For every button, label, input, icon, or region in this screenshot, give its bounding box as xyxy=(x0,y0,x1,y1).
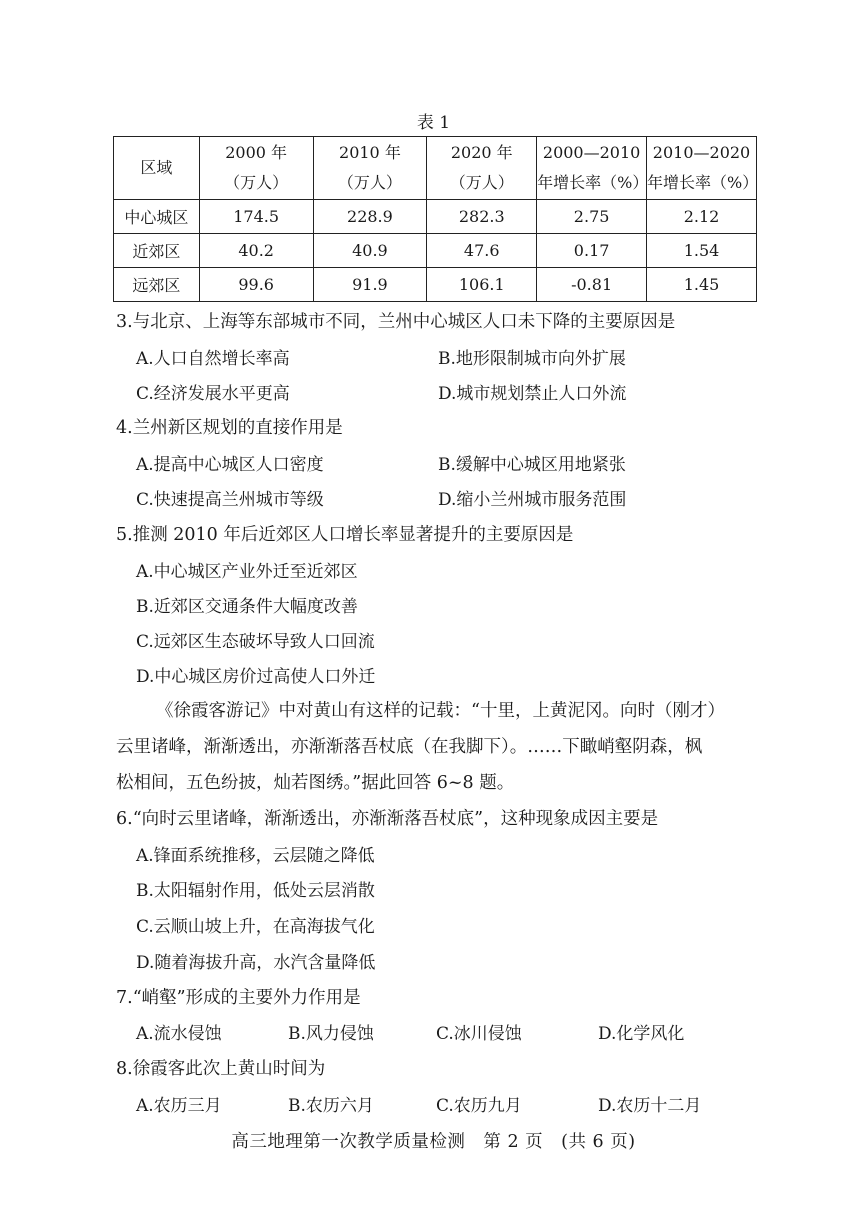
question-4-option-c: C.快速提高兰州城市等级 xyxy=(136,490,324,510)
table-cell: 2.75 xyxy=(537,200,647,234)
table-cell: 中心城区 xyxy=(114,200,200,234)
table-row xyxy=(114,234,757,268)
table-cell: 47.6 xyxy=(427,234,537,268)
header-rate-2000-2010: 2000—2010 年增长率（%） xyxy=(537,137,647,200)
table-cell: 228.9 xyxy=(313,200,427,234)
question-4-option-d: D.缩小兰州城市服务范围 xyxy=(438,490,627,510)
table-row xyxy=(114,200,757,234)
question-6-option-a: A.锋面系统推移，云层随之降低 xyxy=(136,846,375,866)
header-2020: 2020 年 （万人） xyxy=(427,137,537,200)
question-7-stem: 7.“峭壑”形成的主要外力作用是 xyxy=(116,988,361,1008)
question-6-option-d: D.随着海拔升高，水汽含量降低 xyxy=(136,953,376,973)
question-7-option-a: A.流水侵蚀 xyxy=(136,1024,222,1044)
question-3-stem: 3.与北京、上海等东部城市不同，兰州中心城区人口未下降的主要原因是 xyxy=(116,312,676,332)
question-6-option-b: B.太阳辐射作用，低处云层消散 xyxy=(136,881,375,901)
header-rate-2010-2020: 2010—2020 年增长率（%） xyxy=(647,137,757,200)
table-header-row xyxy=(114,137,757,200)
table-cell: 1.54 xyxy=(647,234,757,268)
population-table xyxy=(113,136,757,302)
header-region: 区域 xyxy=(114,137,200,200)
table-cell: 91.9 xyxy=(313,268,427,302)
question-6-stem: 6.“向时云里诸峰，渐渐透出，亦渐渐落吾杖底”，这种现象成因主要是 xyxy=(116,809,659,829)
question-8-option-c: C.农历九月 xyxy=(436,1096,522,1116)
table-cell: 174.5 xyxy=(199,200,313,234)
table-cell: 106.1 xyxy=(427,268,537,302)
page-footer: 高三地理第一次教学质量检测 第 2 页 (共 6 页) xyxy=(231,1132,636,1152)
table-row xyxy=(114,268,757,302)
question-3-option-a: A.人口自然增长率高 xyxy=(136,349,290,369)
question-8-option-b: B.农历六月 xyxy=(288,1096,374,1116)
table-cell: -0.81 xyxy=(537,268,647,302)
question-5-option-a: A.中心城区产业外迁至近郊区 xyxy=(136,562,358,582)
question-8-option-a: A.农历三月 xyxy=(136,1096,222,1116)
question-3-option-c: C.经济发展水平更高 xyxy=(136,384,290,404)
question-6-option-c: C.云顺山坡上升，在高海拔气化 xyxy=(136,917,375,937)
table-cell: 远郊区 xyxy=(114,268,200,302)
table-caption: 表 1 xyxy=(416,113,451,133)
table-cell: 近郊区 xyxy=(114,234,200,268)
question-3-option-b: B.地形限制城市向外扩展 xyxy=(438,349,626,369)
table-cell: 40.2 xyxy=(199,234,313,268)
question-5-option-d: D.中心城区房价过高使人口外迁 xyxy=(136,667,376,687)
passage-line-2: 云里诸峰，渐渐透出，亦渐渐落吾杖底（在我脚下）。……下瞰峭壑阴森，枫 xyxy=(116,737,703,757)
question-8-stem: 8.徐霞客此次上黄山时间为 xyxy=(116,1059,326,1079)
passage-line-1: 《徐霞客游记》中对黄山有这样的记载：“十里，上黄泥冈。向时（刚才） xyxy=(156,701,725,721)
question-4-option-a: A.提高中心城区人口密度 xyxy=(136,455,324,475)
question-5-option-c: C.远郊区生态破坏导致人口回流 xyxy=(136,632,375,652)
table-cell: 2.12 xyxy=(647,200,757,234)
question-5-option-b: B.近郊区交通条件大幅度改善 xyxy=(136,597,358,617)
table-cell: 282.3 xyxy=(427,200,537,234)
header-2000: 2000 年 （万人） xyxy=(199,137,313,200)
question-5-stem: 5.推测 2010 年后近郊区人口增长率显著提升的主要原因是 xyxy=(116,525,574,545)
question-7-option-d: D.化学风化 xyxy=(598,1024,685,1044)
question-7-option-b: B.风力侵蚀 xyxy=(288,1024,374,1044)
table-cell: 0.17 xyxy=(537,234,647,268)
question-7-option-c: C.冰川侵蚀 xyxy=(436,1024,522,1044)
passage-line-3: 松相间，五色纷披，灿若图绣。”据此回答 6~8 题。 xyxy=(116,773,515,793)
question-8-option-d: D.农历十二月 xyxy=(598,1096,702,1116)
table-cell: 1.45 xyxy=(647,268,757,302)
question-4-stem: 4.兰州新区规划的直接作用是 xyxy=(116,418,343,438)
table-cell: 99.6 xyxy=(199,268,313,302)
question-3-option-d: D.城市规划禁止人口外流 xyxy=(438,384,627,404)
question-4-option-b: B.缓解中心城区用地紧张 xyxy=(438,455,626,475)
header-2010: 2010 年 （万人） xyxy=(313,137,427,200)
table-cell: 40.9 xyxy=(313,234,427,268)
